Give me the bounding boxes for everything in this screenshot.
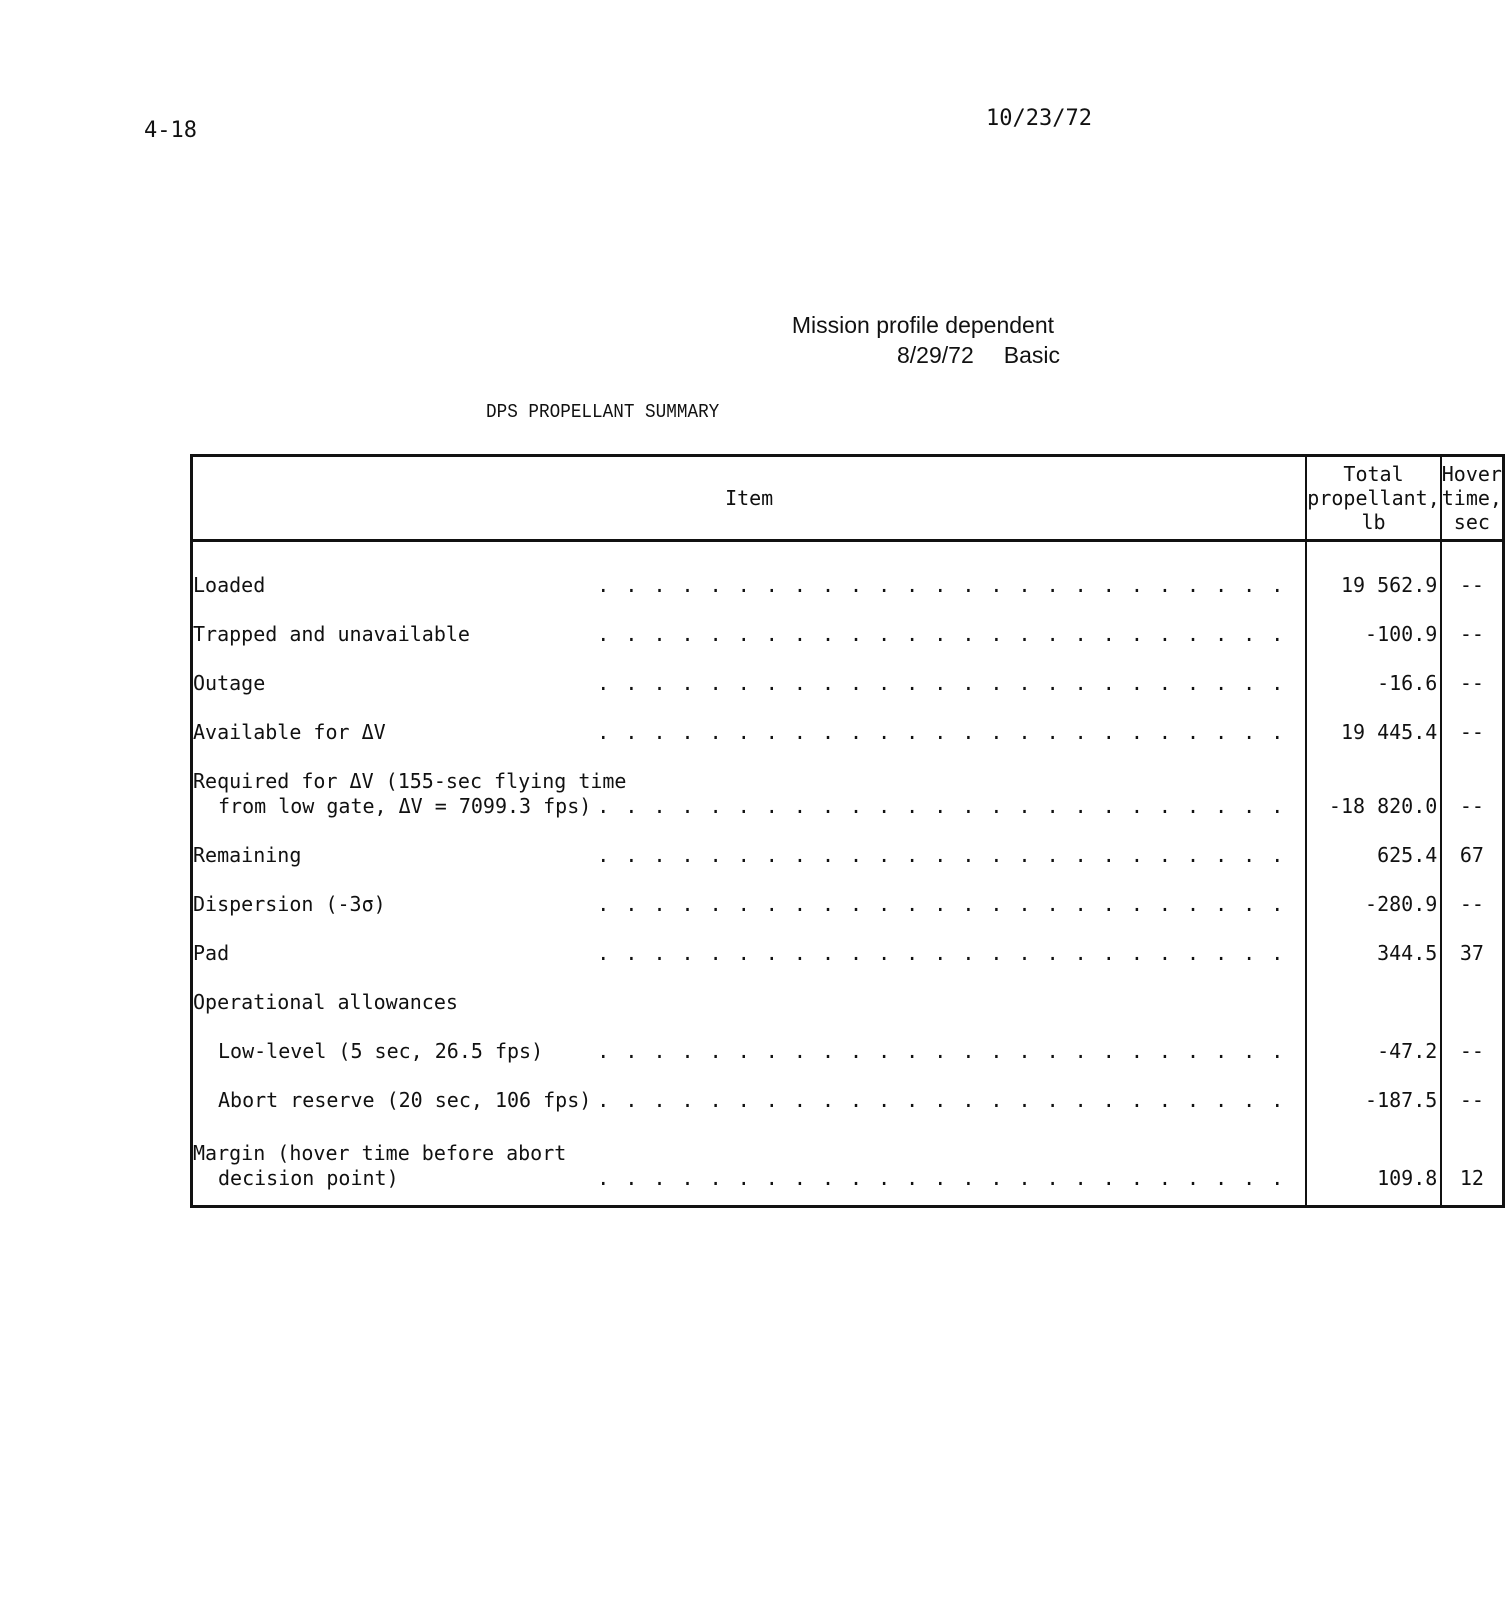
row-label: from low gate, ΔV = 7099.3 fps) . . . . . . . . . . . . . . . . . . . . . . . . . [193, 794, 1305, 819]
dot-leader: . . . . . . . . . . . . . . . . . . . . . . . . . [597, 892, 1286, 916]
total-propellant-cell: 344.5 [1306, 917, 1440, 966]
hover-time-cell: -- [1441, 745, 1504, 819]
row-label: Trapped and unavailable . . . . . . . . . . . . . . . . . . . . . . . . . [193, 622, 1305, 647]
row-label-line: Margin (hover time before abort [193, 1141, 567, 1165]
table-row [192, 541, 1504, 599]
stamp-line: Mission profile dependent [791, 312, 1054, 338]
hover-time-cell: -- [1441, 696, 1504, 745]
hover-time-cell: 12 [1441, 1113, 1504, 1207]
page-date: 10/23/72 [986, 106, 1092, 131]
row-label: decision point) . . . . . . . . . . . . . . . . . . . . . . . . . [193, 1166, 1305, 1191]
page-number: 4-18 [144, 118, 197, 143]
row-label: Low-level (5 sec, 26.5 fps) . . . . . . . . . . . . . . . . . . . . . . . . . [193, 1039, 1305, 1064]
hover-time-cell: -- [1441, 598, 1504, 647]
table-row [192, 917, 1504, 966]
stamp-status: Basic [1003, 342, 1060, 368]
row-label: Operational allowances [193, 990, 458, 1014]
dot-leader: . . . . . . . . . . . . . . . . . . . . . . . . . [597, 720, 1286, 744]
total-propellant-cell: -18 820.0 [1306, 745, 1440, 819]
hover-time-cell: 67 [1441, 819, 1504, 868]
table-row [192, 745, 1504, 819]
total-propellant-cell: -16.6 [1306, 647, 1440, 696]
table-row [192, 647, 1504, 696]
dot-leader: . . . . . . . . . . . . . . . . . . . . . . . . . [597, 573, 1286, 597]
dot-leader: . . . . . . . . . . . . . . . . . . . . . . . . . [597, 1166, 1286, 1190]
table-row [192, 598, 1504, 647]
dot-leader: . . . . . . . . . . . . . . . . . . . . . . . . . [597, 794, 1286, 818]
total-propellant-cell [1306, 966, 1440, 1015]
hover-time-cell: -- [1441, 868, 1504, 917]
header-item: Item [192, 456, 1307, 541]
table-row [192, 966, 1504, 1015]
total-propellant-cell: 19 445.4 [1306, 696, 1440, 745]
total-propellant-cell: 19 562.9 [1306, 541, 1440, 599]
table-row [192, 819, 1504, 868]
total-propellant-cell: -100.9 [1306, 598, 1440, 647]
row-label: Available for ΔV . . . . . . . . . . . . . . . . . . . . . . . . . [193, 720, 1305, 745]
table-row [192, 696, 1504, 745]
total-propellant-cell: -187.5 [1306, 1064, 1440, 1113]
row-label-line: Required for ΔV (155-sec flying time [193, 769, 627, 793]
table-row [192, 868, 1504, 917]
hover-time-cell: -- [1441, 1064, 1504, 1113]
header-total-propellant: Total propellant, lb [1306, 456, 1440, 541]
revision-stamp [760, 310, 1060, 370]
hover-time-cell [1441, 966, 1504, 1015]
row-label: Pad . . . . . . . . . . . . . . . . . . . . . . . . . [193, 941, 1305, 966]
hover-time-cell: -- [1441, 1015, 1504, 1064]
row-label: Outage . . . . . . . . . . . . . . . . . . . . . . . . . [193, 671, 1305, 696]
total-propellant-cell: 109.8 [1306, 1113, 1440, 1207]
row-label: Dispersion (-3σ) . . . . . . . . . . . . . . . . . . . . . . . . . [193, 892, 1305, 917]
propellant-summary-table [190, 454, 1505, 1208]
hover-time-cell: -- [1441, 541, 1504, 599]
header-hover-time: Hover time, sec [1441, 456, 1504, 541]
dot-leader: . . . . . . . . . . . . . . . . . . . . . . . . . [597, 671, 1286, 695]
stamp-date-line [760, 340, 1060, 370]
hover-time-cell: -- [1441, 647, 1504, 696]
dot-leader: . . . . . . . . . . . . . . . . . . . . . . . . . [597, 1088, 1286, 1112]
table-row [192, 1113, 1504, 1207]
total-propellant-cell: 625.4 [1306, 819, 1440, 868]
dot-leader: . . . . . . . . . . . . . . . . . . . . . . . . . [597, 622, 1286, 646]
table-row [192, 1015, 1504, 1064]
row-label: Abort reserve (20 sec, 106 fps) . . . . . . . . . . . . . . . . . . . . . . . . . [193, 1088, 1305, 1113]
dot-leader: . . . . . . . . . . . . . . . . . . . . . . . . . [597, 843, 1286, 867]
total-propellant-cell: -47.2 [1306, 1015, 1440, 1064]
total-propellant-cell: -280.9 [1306, 868, 1440, 917]
dot-leader: . . . . . . . . . . . . . . . . . . . . . . . . . [597, 941, 1286, 965]
table-title: DPS PROPELLANT SUMMARY [486, 401, 720, 423]
dot-leader: . . . . . . . . . . . . . . . . . . . . . . . . . [597, 1039, 1286, 1063]
hover-time-cell: 37 [1441, 917, 1504, 966]
row-label: Loaded . . . . . . . . . . . . . . . . . . . . . . . . . [193, 573, 1305, 598]
row-label: Remaining . . . . . . . . . . . . . . . . . . . . . . . . . [193, 843, 1305, 868]
table-header-row [192, 456, 1504, 541]
stamp-date: 8/29/72 [897, 342, 974, 368]
table-row [192, 1064, 1504, 1113]
